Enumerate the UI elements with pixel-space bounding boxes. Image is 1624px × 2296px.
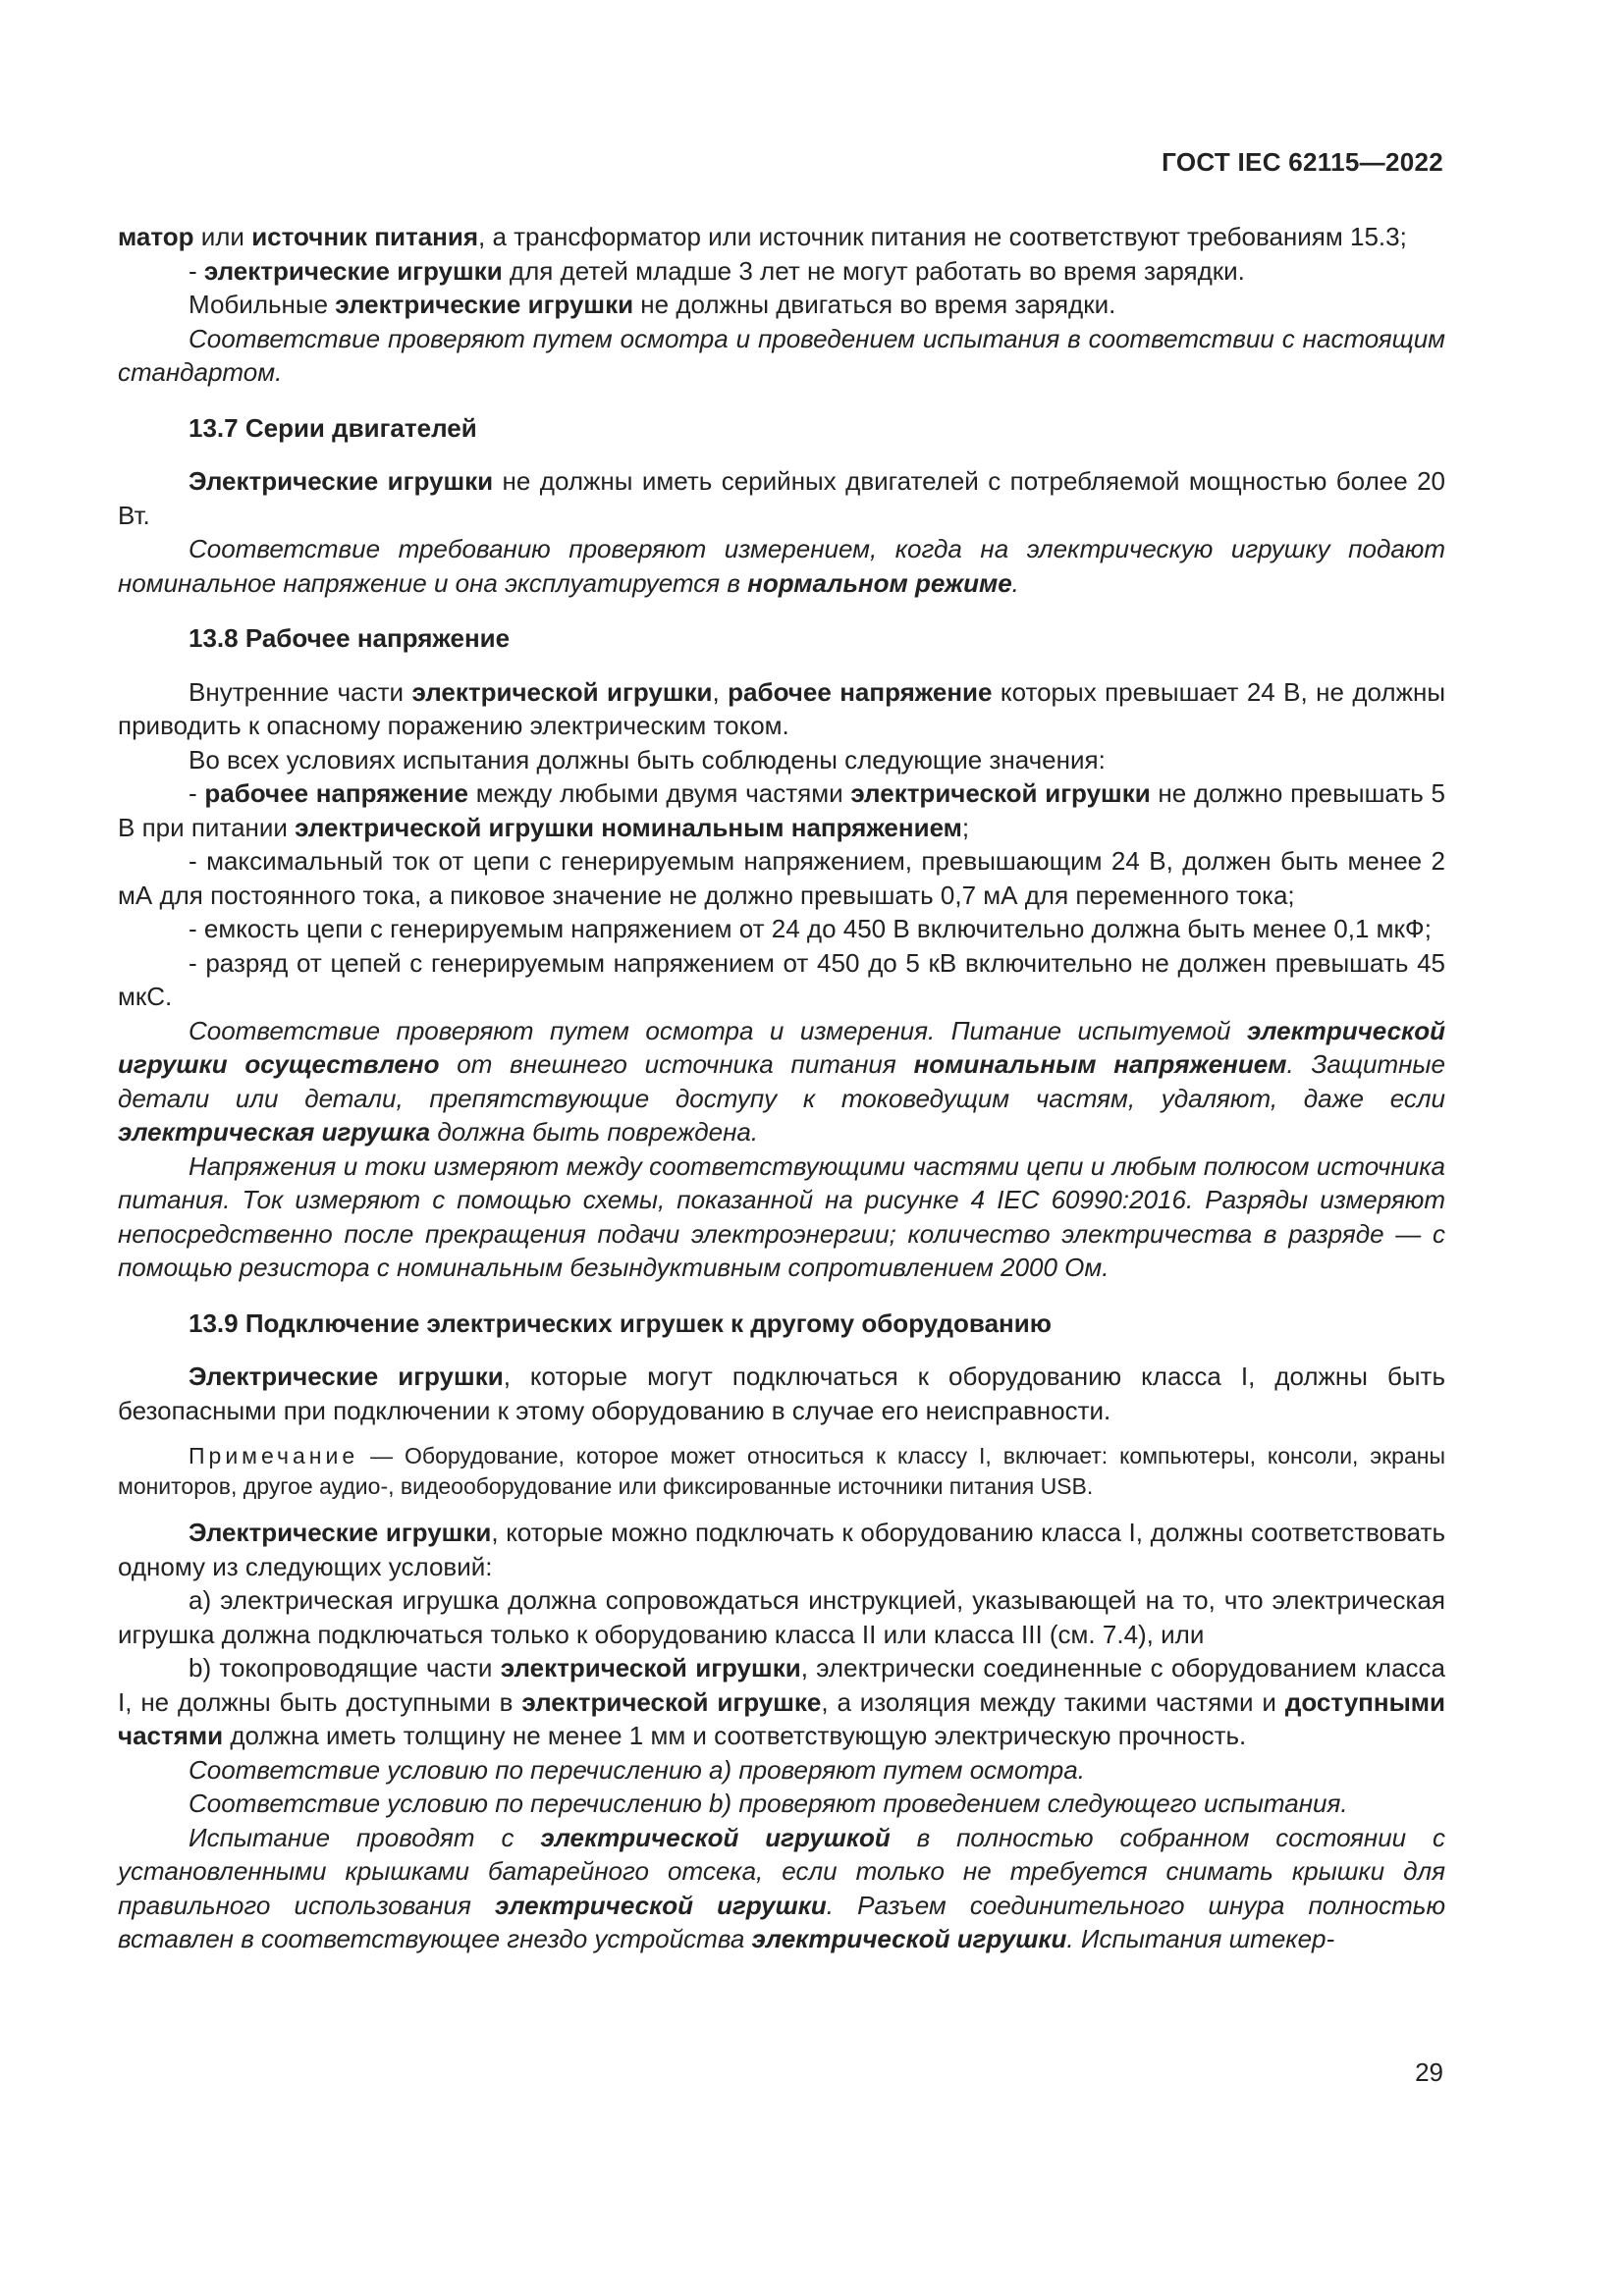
compliance-paragraph: Соответствие проверяют путем осмотра и проведением испытания в соответствии с настоящим стандартом. [118, 323, 1445, 387]
section-heading-13-7: 13.7 Серии двигателей [189, 412, 477, 443]
compliance-item-a: Соответствие условию по перечислению a) проверяют путем осмотра. [189, 1754, 1085, 1785]
text-run: , которые можно подключать к оборудованию класса I, должны соответствовать одному из следующих условий: [118, 1518, 1445, 1581]
text-run: между любыми двумя частями [468, 778, 851, 808]
text-run: которых превышает 24 В, не должны приводить к опасному поражению электрическим током. [118, 676, 1446, 740]
motors-paragraph [118, 464, 1445, 532]
text-run: для детей младше 3 лет не могут работать во время зарядки. [502, 255, 1245, 286]
page-body [118, 220, 1445, 1956]
term-bold: электрические игрушки [203, 255, 503, 286]
term-bold: электрической игрушки осуществлено [118, 1015, 1445, 1079]
section-heading-13-8: 13.8 Рабочее напряжение [189, 623, 511, 653]
term-bold: электрической игрушкой [540, 1822, 891, 1852]
term-bold: рабочее напряжение [728, 676, 993, 707]
text-run: - [189, 255, 204, 286]
internal-parts-paragraph [118, 675, 1445, 743]
text-run: — Оборудование, которое может относиться к классу I, включает: компьютеры, консоли, экраны мониторов, другое аудио-, видеооборудование или фиксированные источники питания USB. [118, 1443, 1445, 1499]
mobile-toys-paragraph [118, 288, 1445, 322]
text-run: - [189, 778, 205, 808]
text-run: в полностью собранном состоянии с установленными крышками батарейного отсека, если только не требуется снимать крышки для правильного использования [118, 1822, 1445, 1920]
term-bold: нормальном режиме [747, 567, 1012, 598]
text-run: не должны двигаться во время зарядки. [633, 290, 1116, 319]
section-heading-13-9: 13.9 Подключение электрических игрушек к другому оборудованию [189, 1308, 1052, 1338]
term-bold: Электрические игрушки [189, 1362, 504, 1391]
text-run: , которые могут подключаться к оборудованию класса I, должны быть безопасными при подключении к этому оборудованию в случае его неисправности. [118, 1362, 1445, 1425]
text-run: Соответствие проверяют путем осмотра и измерения. Питание испытуемой [189, 1015, 1247, 1045]
compliance-item-b: Соответствие условию по перечислению b) проверяют проведением следующего испытания. [189, 1789, 1348, 1818]
term-bold: рабочее напряжение [204, 778, 469, 808]
text-run: не должно превышать 5 В при питании [118, 778, 1445, 842]
text-run: , а трансформатор или источник питания не соответствуют требованиям 15.3; [478, 222, 1407, 251]
text-run: . Испытания штекер- [1066, 1924, 1335, 1953]
list-item-under3 [118, 254, 1445, 289]
text-run: Внутренние части [189, 676, 412, 707]
list-item-max-current: - максимальный ток от цепи с генерируемым напряжением, превышающим 24 В, должен быть менее 2 мА для постоянного тока, а пиковое значение не должно превышать 0,7 мА для переменного тока; [118, 846, 1445, 910]
text-run: Соответствие требованию проверяют измерением, когда на электрическую игрушку подают номинальное напряжение и она эксплуатируется в [118, 534, 1445, 598]
term-bold: электрической игрушки номинальным напряжением [295, 812, 962, 842]
term-bold: электрические игрушки [335, 290, 634, 319]
list-item-working-voltage [118, 776, 1445, 844]
document-code: ГОСТ IEC 62115—2022 [1162, 147, 1443, 177]
term-bold: электрической игрушки [500, 1653, 801, 1682]
note-label: Примечание [189, 1443, 359, 1468]
text-run: , электрически соединенные с оборудованием класса I, не должны быть доступными в [118, 1653, 1445, 1717]
measurement-paragraph: Напряжения и токи измеряют между соответствующими частями цепи и любым полюсом источника питания. Ток измеряют с помощью схемы, показанной на рисунке 4 IEC 60990:2016. Разряды измеряют непосредственно после прекращения подачи электроэнергии; количество электричества в разряде — с помощью резистора с номинальным безындуктивным сопротивлением 2000 Ом. [118, 1150, 1445, 1282]
list-item-b [118, 1651, 1445, 1753]
compliance-paragraph [118, 532, 1445, 600]
text-run: . Защитные детали или детали, препятствующие доступу к токоведущим частям, удаляют, даже если [118, 1049, 1446, 1113]
text-run: должна иметь толщину не менее 1 мм и соответствующую электрическую прочность. [223, 1721, 1247, 1750]
term-bold: электрической игрушки [850, 778, 1151, 808]
text-run: , а изоляция между такими частями и [821, 1686, 1285, 1717]
list-item-a: a) электрическая игрушка должна сопровождаться инструкцией, указывающей на то, что электрическая игрушка должна подключаться только к оборудованию класса II или класса III (см. 7.4), или [118, 1585, 1445, 1649]
text-run: b) токопроводящие части [189, 1653, 501, 1682]
continued-paragraph [118, 220, 1445, 254]
note-paragraph [118, 1441, 1445, 1502]
term-bold: матор [118, 222, 194, 251]
page-number: 29 [1415, 2057, 1443, 2087]
text-run: или [193, 222, 252, 251]
compliance-paragraph [118, 1014, 1445, 1149]
term-bold: электрической игрушке [521, 1686, 822, 1717]
text-run: . Разъем соединительного шнура полностью вставлен в соответствующее гнездо устройства [118, 1890, 1445, 1953]
term-bold: электрической игрушки [751, 1924, 1067, 1953]
text-run: , [712, 676, 729, 707]
test-procedure-paragraph [118, 1821, 1445, 1956]
text-run: от внешнего источника питания [439, 1049, 914, 1079]
term-bold: доступными частями [118, 1686, 1445, 1750]
list-item-discharge: - разряд от цепей с генерируемым напряжением от 450 до 5 кВ включительно не должен превышать 45 мкС. [118, 947, 1445, 1011]
text-run: не должны иметь серийных двигателей с потребляемой мощностью более 20 Вт. [118, 466, 1445, 530]
term-bold: электрической игрушки [411, 676, 713, 707]
term-bold: электрической игрушки [494, 1890, 827, 1920]
class-i-paragraph [118, 1360, 1445, 1427]
conditions-paragraph: Во всех условиях испытания должны быть соблюдены следующие значения: [189, 744, 1106, 774]
list-item-capacitance: - емкость цепи с генерируемым напряжением от 24 до 450 В включительно должна быть менее 0,1 мкФ; [189, 914, 1432, 943]
text-run: Мобильные [189, 290, 336, 319]
text-run: Испытание проводят с [189, 1822, 541, 1852]
text-run: . [1011, 567, 1019, 598]
conditions-list-intro [118, 1516, 1445, 1583]
term-bold: электрическая игрушка [118, 1117, 431, 1147]
term-bold: источник питания [251, 222, 479, 251]
term-bold: Электрические игрушки [189, 1518, 492, 1547]
term-bold: Электрические игрушки [189, 466, 494, 496]
term-bold: номинальным напряжением [913, 1049, 1287, 1079]
text-run: должна быть повреждена. [430, 1117, 759, 1147]
text-run: ; [961, 812, 970, 842]
